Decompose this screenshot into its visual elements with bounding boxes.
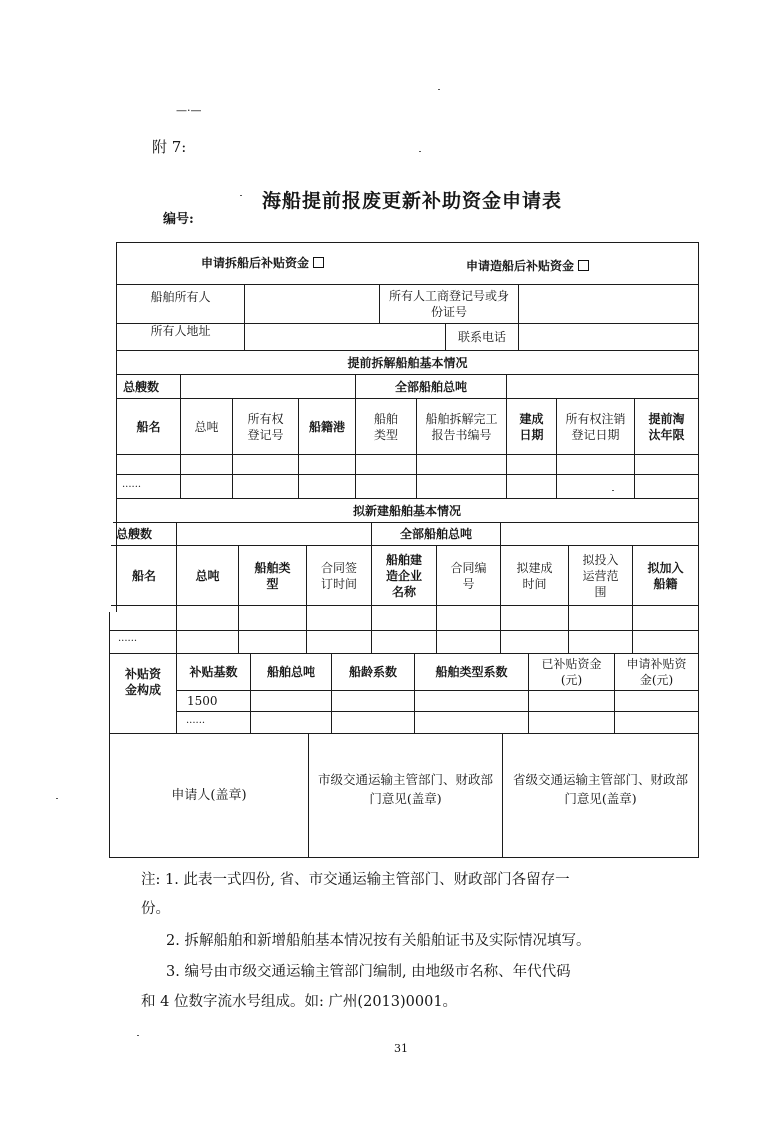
dismantle-total-ships-label: 总艘数: [123, 379, 160, 394]
dismantle-header-cancel-date: 所有权注销登记日期: [565, 411, 626, 442]
apply-build-checkbox[interactable]: [578, 260, 589, 271]
subsidy-header-apply: 申请补贴资金(元): [626, 657, 687, 687]
dismantle-ellipsis: ......: [122, 479, 142, 490]
apply-build-subsidy: 申请造船后补贴资金: [466, 260, 589, 272]
new-header-registry: 拟加入船籍: [647, 560, 684, 591]
note-3-cont: 和 4 位数字流水号组成。如: 广州(2013)0001。: [141, 994, 458, 1010]
subsidy-header-paid: 已补贴资金(元): [541, 657, 602, 687]
sign-city-opinion: 市级交通运输主管部门、财政部门意见(盖章): [317, 772, 493, 806]
apply-dismantle-checkbox[interactable]: [313, 257, 324, 268]
subsidy-header-type-factor: 船舶类型系数: [435, 665, 508, 679]
owner-reg-label: 所有人工商登记号或身份证号: [388, 289, 509, 319]
subsidy-header-tonnage: 船舶总吨: [266, 665, 315, 679]
new-header-ship-type: 船舶类型: [254, 560, 291, 591]
new-header-tonnage: 总吨: [195, 568, 220, 583]
new-header-operation-scope: 拟投入运营范围: [582, 552, 619, 599]
dismantle-header-build-date: 建成日期: [519, 411, 544, 442]
new-header-planned-date: 拟建成时间: [516, 560, 553, 591]
dismantle-header-name: 船名: [136, 419, 161, 434]
dismantle-header-early-years: 提前淘汰年限: [648, 411, 685, 442]
subsidy-header-base: 补贴基数: [189, 665, 238, 679]
subsidy-ellipsis: ......: [186, 715, 206, 726]
new-ellipsis: ......: [118, 633, 138, 644]
dismantle-total-tonnage-label: 全部船舶总吨: [394, 379, 467, 394]
note-3: 3. 编号由市级交通运输主管部门编制, 由地级市名称、年代代码: [166, 964, 571, 980]
note-1-cont: 份。: [141, 901, 170, 917]
phone-label: 联系电话: [457, 330, 506, 344]
section-new-title: 拟新建船舶基本情况: [352, 503, 461, 518]
note-2: 2. 拆解船舶和新增船舶基本情况按有关船舶证书及实际情况填写。: [166, 933, 591, 949]
document-title: 海船提前报废更新补助资金申请表: [262, 190, 563, 212]
new-total-tonnage-label: 全部船舶总吨: [399, 527, 472, 541]
new-header-name: 船名: [131, 568, 156, 583]
new-total-ships-label: 总艘数: [116, 527, 153, 541]
dismantle-header-tonnage: 总吨: [194, 419, 219, 434]
subsidy-base-value: 1500: [187, 694, 218, 708]
sign-applicant: 申请人(盖章): [171, 787, 247, 803]
note-1: 注: 1. 此表一式四份, 省、市交通运输主管部门、财政部门各留存一: [141, 872, 570, 888]
annex-label: 附 7:: [152, 138, 187, 156]
new-header-contract-date: 合同签订时间: [320, 560, 357, 591]
new-header-builder: 船舶建造企业名称: [385, 552, 422, 599]
dismantle-header-ship-type: 船舶类型: [373, 411, 398, 442]
page-number: 31: [394, 1042, 408, 1055]
sign-province-opinion: 省级交通运输主管部门、财政部门意见(盖章): [512, 772, 688, 806]
owner-label: 船舶所有人: [150, 290, 211, 304]
dismantle-header-ownership-reg: 所有权登记号: [247, 411, 284, 442]
subsidy-header-age-factor: 船龄系数: [348, 665, 397, 679]
new-header-contract-no: 合同编号: [450, 560, 487, 591]
apply-dismantle-subsidy: 申请拆船后补贴资金: [201, 257, 324, 269]
dismantle-header-report-no: 船舶拆解完工报告书编号: [425, 411, 498, 442]
owner-address-label: 所有人地址: [150, 324, 211, 338]
section-dismantle-title: 提前拆解船舶基本情况: [347, 355, 468, 370]
header-dash: —·—: [176, 104, 202, 117]
serial-label: 编号:: [163, 212, 194, 227]
subsidy-composition-label: 补贴资金构成: [124, 667, 161, 697]
dismantle-header-port: 船籍港: [308, 419, 345, 434]
